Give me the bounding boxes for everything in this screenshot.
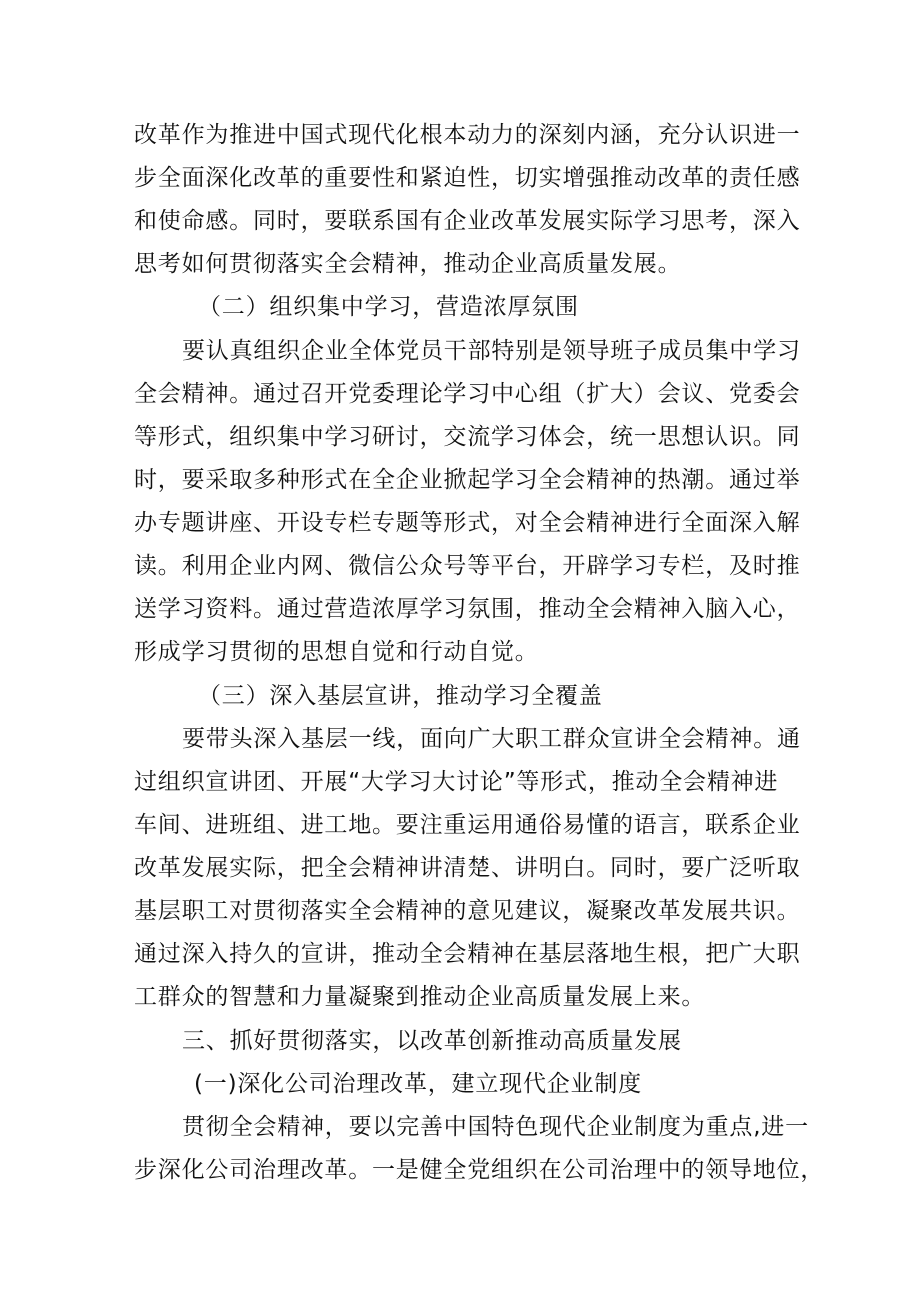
text-line: 送学习资料。通过营造浓厚学习氛围，推动全会精神入脑入心， — [134, 596, 801, 622]
text-line: 改革发展实际，把全会精神讲清楚、讲明白。同时，要广泛听取 — [134, 855, 801, 881]
text-line: 和使命感。同时，要联系国有企业改革发展实际学习思考，深入 — [134, 208, 801, 234]
text-line: 过组织宣讲团、开展“大学习大讨论”等形式，推动全会精神进 — [134, 769, 779, 795]
text-line: 全会精神。通过召开党委理论学习中心组（扩大）会议、党委会 — [134, 381, 801, 407]
text-line: 贯彻全会精神，要以完善中国特色现代企业制度为重点,进一 — [182, 1114, 809, 1140]
section-heading: (一)深化公司治理改革，建立现代企业制度 — [194, 1071, 642, 1097]
text-line: 步深化公司治理改革。一是健全党组织在公司治理中的领导地位， — [134, 1157, 825, 1183]
text-line: 形成学习贯彻的思想自觉和行动自觉。 — [134, 639, 539, 665]
text-line: 思考如何贯彻落实全会精神，推动企业高质量发展。 — [134, 251, 682, 277]
text-line: 通过深入持久的宣讲，推动全会精神在基层落地生根，把广大职 — [134, 941, 801, 967]
section-heading: （二）组织集中学习，营造浓厚氛围 — [198, 294, 579, 320]
section-heading: （三）深入基层宣讲，推动学习全覆盖 — [198, 683, 603, 709]
text-line: 办专题讲座、开设专栏专题等形式，对全会精神进行全面深入解 — [134, 510, 801, 536]
text-line: 基层职工对贯彻落实全会精神的意见建议，凝聚改革发展共识。 — [134, 898, 801, 924]
text-line: 读。利用企业内网、微信公众号等平台，开辟学习专栏，及时推 — [134, 553, 801, 579]
text-line: 车间、进班组、进工地。要注重运用通俗易懂的语言，联系企业 — [134, 812, 801, 838]
text-line: 改革作为推进中国式现代化根本动力的深刻内涵，充分认识进一 — [134, 122, 801, 148]
text-line: 要认真组织企业全体党员干部特别是领导班子成员集中学习 — [182, 338, 801, 364]
text-line: 时，要采取多种形式在全企业掀起学习全会精神的热潮。通过举 — [134, 467, 801, 493]
text-line: 步全面深化改革的重要性和紧迫性，切实增强推动改革的责任感 — [134, 165, 801, 191]
chapter-heading: 三、抓好贯彻落实，以改革创新推动高质量发展 — [182, 1028, 682, 1054]
text-line: 等形式，组织集中学习研讨，交流学习体会，统一思想认识。同 — [134, 424, 801, 450]
text-line: 要带头深入基层一线，面向广大职工群众宣讲全会精神。通 — [182, 726, 801, 752]
text-line: 工群众的智慧和力量凝聚到推动企业高质量发展上来。 — [134, 984, 706, 1010]
